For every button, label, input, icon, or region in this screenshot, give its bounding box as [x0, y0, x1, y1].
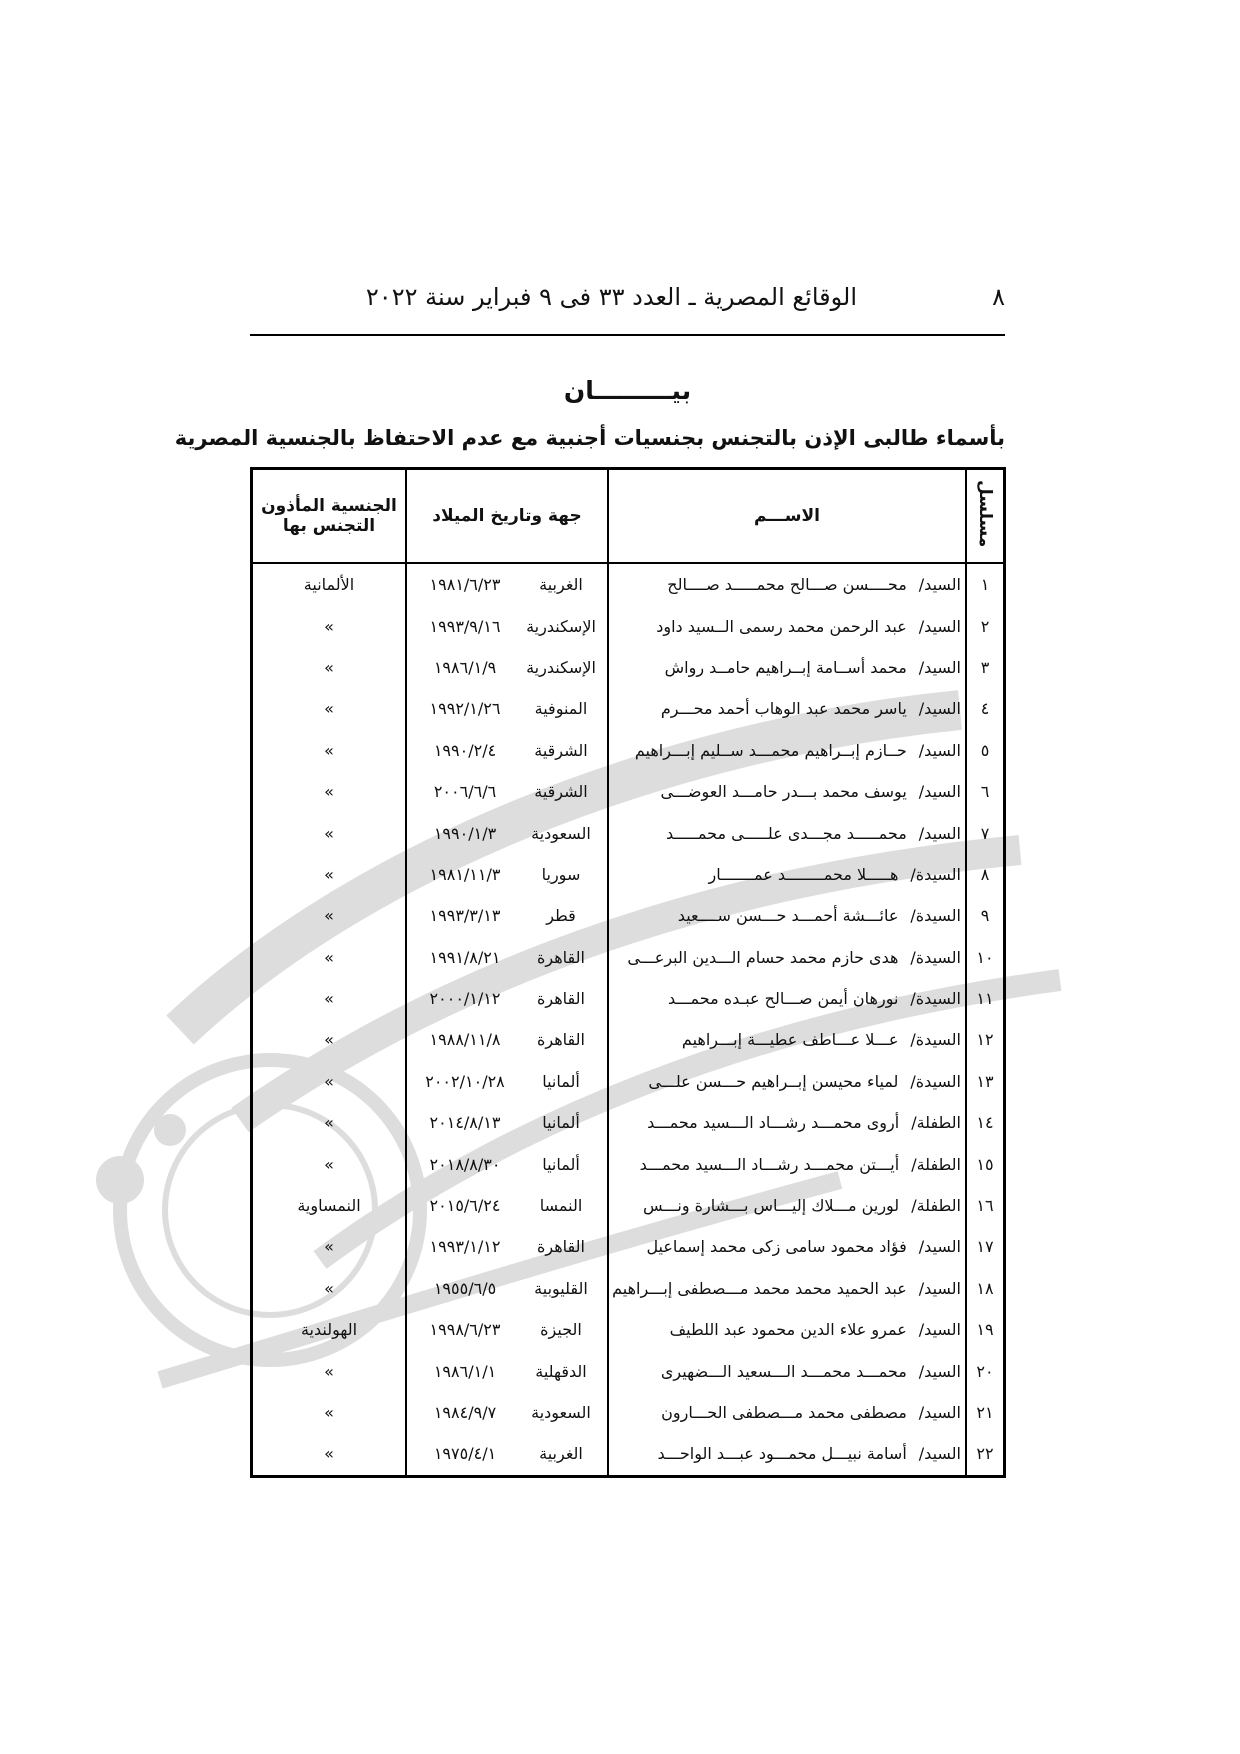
person-name: محــــسن صـــالح محمـــــد صــــالح	[667, 575, 907, 595]
table-row	[252, 1309, 1005, 1350]
cell-serial: ١٥	[976, 1154, 994, 1174]
cell-nationality: »	[252, 895, 407, 936]
person-title: السيد/	[918, 699, 961, 719]
person-title: السيد/	[918, 1320, 961, 1340]
table-header-row	[252, 469, 1005, 564]
cell-birth	[406, 688, 608, 729]
table-row	[252, 1102, 1005, 1143]
birth-date: ١٩٨٤/٩/٧	[433, 1403, 497, 1422]
person-name: هدى حازم محمد حسام الـــدين البرعـــى	[627, 947, 899, 967]
header-nationality-line1: الجنسية المأذون	[261, 496, 397, 516]
cell-nationality: »	[252, 1102, 407, 1143]
page-number: ٨	[992, 283, 1005, 311]
person-title: السيدة/	[910, 1030, 961, 1050]
birth-place: ألمانيا	[542, 1071, 580, 1091]
person-name: عائـــشة أحمـــد حـــسن ســــعيد	[677, 906, 899, 926]
cell-serial: ٢٠	[976, 1361, 994, 1381]
person-title: السيد/	[918, 823, 961, 843]
birth-place: المنوفية	[534, 699, 588, 719]
birth-place: الغربية	[539, 575, 583, 595]
cell-nationality: »	[252, 812, 407, 853]
cell-serial: ١	[980, 575, 990, 595]
birth-date: ١٩٩١/٨/٢١	[429, 947, 501, 967]
birth-date: ١٩٨٦/١/٩	[433, 657, 497, 677]
person-name: لورين مـــلاك إليـــاس بـــشارة ونـــس	[642, 1196, 900, 1216]
cell-birth	[406, 937, 608, 978]
cell-serial: ١٦	[976, 1196, 994, 1216]
table-row	[252, 647, 1005, 688]
birth-date: ١٩٨٦/١/١	[433, 1361, 497, 1381]
cell-nationality: »	[252, 1392, 407, 1433]
cell-birth	[406, 1061, 608, 1102]
table-row	[252, 1185, 1005, 1226]
cell-name	[608, 647, 966, 688]
cell-serial: ٩	[980, 906, 990, 926]
birth-place: القليوبية	[534, 1278, 588, 1298]
cell-serial: ٤	[980, 699, 990, 719]
person-title: السيدة/	[910, 947, 961, 967]
cell-nationality: »	[252, 978, 407, 1019]
birth-date: ١٩٩٢/١/٢٦	[429, 699, 501, 719]
birth-place: سوريا	[541, 864, 581, 884]
cell-name	[608, 895, 966, 936]
cell-birth	[406, 812, 608, 853]
cell-birth	[406, 1019, 608, 1060]
person-name: أروى محمـــد رشـــاد الـــسيد محمـــد	[647, 1113, 900, 1133]
document-title: بيـــــــــان	[563, 376, 692, 405]
cell-nationality: »	[252, 1143, 407, 1184]
cell-birth	[406, 1143, 608, 1184]
cell-birth	[406, 895, 608, 936]
birth-place: الشرقية	[534, 740, 588, 760]
cell-birth	[406, 730, 608, 771]
person-title: السيد/	[918, 740, 961, 760]
person-title: السيد/	[918, 575, 961, 595]
cell-serial: ٢	[980, 616, 990, 636]
cell-name	[608, 1392, 966, 1433]
cell-nationality: »	[252, 1433, 407, 1476]
table-row	[252, 1061, 1005, 1102]
table-row	[252, 937, 1005, 978]
cell-birth	[406, 605, 608, 646]
person-title: السيد/	[918, 1278, 961, 1298]
birth-place: السعودية	[531, 823, 591, 843]
person-name: ياسر محمد عبد الوهاب أحمد محـــرم	[660, 699, 907, 719]
cell-birth	[406, 1433, 608, 1476]
person-title: السيدة/	[910, 864, 961, 884]
birth-place: النمسا	[539, 1196, 583, 1216]
header-name: الاســـم	[608, 469, 966, 564]
person-title: السيد/	[918, 1444, 961, 1464]
person-name: فؤاد محمود سامى زكى محمد إسماعيل	[646, 1237, 907, 1257]
person-title: الطفلة/	[911, 1196, 961, 1216]
person-title: السيد/	[918, 1403, 961, 1422]
birth-place: الإسكندرية	[526, 657, 596, 677]
birth-place: ألمانيا	[542, 1113, 580, 1133]
cell-serial: ١٠	[976, 947, 994, 967]
cell-serial: ٧	[980, 823, 990, 843]
birth-date: ١٩٩٨/٦/٢٣	[429, 1320, 501, 1340]
birth-place: الغربية	[539, 1444, 583, 1464]
birth-date: ٢٠١٤/٨/١٣	[429, 1113, 501, 1133]
cell-nationality: النمساوية	[252, 1185, 407, 1226]
cell-nationality: »	[252, 730, 407, 771]
cell-birth	[406, 1268, 608, 1309]
person-name: محمـــد محمـــد الـــسعيد الـــضهيرى	[660, 1361, 907, 1381]
cell-serial: ١٨	[976, 1278, 994, 1298]
birth-date: ١٩٩٣/٩/١٦	[429, 616, 501, 636]
birth-place: القاهرة	[537, 1237, 585, 1257]
person-name: لمياء محيسن إبــراهيم حـــسن علـــى	[648, 1071, 899, 1091]
cell-serial: ٨	[980, 864, 990, 884]
birth-date: ١٩٩٠/٢/٤	[433, 740, 497, 760]
birth-place: القاهرة	[537, 1030, 585, 1050]
cell-name	[608, 1350, 966, 1391]
person-title: السيدة/	[910, 906, 961, 926]
naturalization-table	[250, 467, 1006, 1478]
person-title: السيد/	[918, 1361, 961, 1381]
cell-name	[608, 1143, 966, 1184]
cell-serial: ١٩	[976, 1320, 994, 1340]
birth-date: ١٩٨١/١١/٣	[429, 864, 501, 884]
cell-name	[608, 1185, 966, 1226]
birth-date: ١٩٥٥/٦/٥	[433, 1278, 497, 1298]
birth-date: ٢٠١٨/٨/٣٠	[429, 1154, 501, 1174]
cell-serial: ١٣	[976, 1071, 994, 1091]
cell-name	[608, 1019, 966, 1060]
cell-name	[608, 771, 966, 812]
table-row	[252, 1019, 1005, 1060]
cell-nationality: »	[252, 1350, 407, 1391]
person-title: السيدة/	[910, 1071, 961, 1091]
cell-nationality: الألمانية	[252, 563, 407, 605]
cell-birth	[406, 1350, 608, 1391]
table-row	[252, 688, 1005, 729]
table-row	[252, 563, 1005, 605]
table-row	[252, 1226, 1005, 1267]
birth-place: الإسكندرية	[526, 616, 596, 636]
cell-serial: ١٤	[976, 1113, 994, 1133]
header-birth: جهة وتاريخ الميلاد	[406, 469, 608, 564]
birth-place: الشرقية	[534, 782, 588, 802]
cell-birth	[406, 771, 608, 812]
birth-place: السعودية	[531, 1403, 591, 1422]
table-row	[252, 978, 1005, 1019]
cell-serial: ٦	[980, 782, 990, 802]
gazette-issue-line: الوقائع المصرية ـ العدد ٣٣ فى ٩ فبراير سنة ٢٠٢٢	[365, 283, 857, 311]
birth-date: ١٩٨١/٦/٢٣	[429, 575, 501, 595]
cell-name	[608, 978, 966, 1019]
header-divider	[250, 334, 1005, 336]
cell-serial: ٢٢	[976, 1444, 994, 1464]
table-row	[252, 1143, 1005, 1184]
table-row	[252, 1433, 1005, 1476]
person-name: نورهان أيمن صـــالح عبـده محمـــد	[668, 989, 899, 1009]
cell-name	[608, 812, 966, 853]
table-row	[252, 730, 1005, 771]
cell-name	[608, 937, 966, 978]
table-row	[252, 895, 1005, 936]
table-row	[252, 1392, 1005, 1433]
birth-date: ١٩٧٥/٤/١	[433, 1444, 497, 1464]
document-subtitle: بأسماء طالبى الإذن بالتجنس بجنسيات أجنبية مع عدم الاحتفاظ بالجنسية المصرية	[174, 426, 1005, 450]
person-title: السيد/	[918, 1237, 961, 1257]
cell-birth	[406, 647, 608, 688]
person-name: محمد أســامة إبــراهيم حامــد رواش	[664, 657, 907, 677]
header-nationality-line2: التجنس بها	[282, 516, 376, 536]
header-serial: مسلسل	[966, 469, 1005, 564]
birth-place: قطر	[546, 906, 576, 926]
person-name: هـــــلا محمــــــــد عمـــــــار	[708, 864, 899, 884]
cell-name	[608, 563, 966, 605]
cell-name	[608, 688, 966, 729]
person-name: عـــلا عـــاطف عطيـــة إبـــراهيم	[681, 1030, 899, 1050]
birth-date: ١٩٩٣/١/١٢	[429, 1237, 501, 1257]
cell-name	[608, 730, 966, 771]
table-row	[252, 1268, 1005, 1309]
cell-nationality: »	[252, 647, 407, 688]
header-nationality	[252, 469, 407, 564]
table-row	[252, 1350, 1005, 1391]
cell-name	[608, 1309, 966, 1350]
birth-place: القاهرة	[537, 989, 585, 1009]
cell-nationality: »	[252, 937, 407, 978]
birth-place: الدقهلية	[535, 1361, 587, 1381]
birth-date: ١٩٩٠/١/٣	[433, 823, 497, 843]
cell-name	[608, 1268, 966, 1309]
person-title: السيد/	[918, 782, 961, 802]
cell-birth	[406, 854, 608, 895]
birth-date: ٢٠٠٠/١/١٢	[429, 989, 501, 1009]
birth-date: ٢٠٠٦/٦/٦	[433, 782, 497, 802]
cell-name	[608, 1433, 966, 1476]
cell-birth	[406, 1185, 608, 1226]
cell-serial: ١٧	[976, 1237, 994, 1257]
birth-date: ٢٠٠٢/١٠/٢٨	[425, 1071, 505, 1091]
person-name: عبد الحميد محمد محمد مـــصطفى إبـــراهيم	[612, 1278, 907, 1298]
table-row	[252, 605, 1005, 646]
person-name: حــازم إبــراهيم محمـــد ســليم إبـــراهيم	[634, 740, 907, 760]
birth-date: ١٩٩٣/٣/١٣	[429, 906, 501, 926]
person-name: أسامة نبيـــل محمـــود عبـــد الواحـــد	[657, 1444, 907, 1464]
cell-serial: ١٢	[976, 1030, 994, 1050]
table-row	[252, 812, 1005, 853]
cell-name	[608, 1102, 966, 1143]
cell-nationality: »	[252, 1061, 407, 1102]
cell-serial: ١١	[976, 989, 994, 1009]
cell-birth	[406, 978, 608, 1019]
person-title: الطفلة/	[911, 1154, 961, 1174]
cell-name	[608, 1226, 966, 1267]
cell-serial: ٣	[980, 657, 990, 677]
person-name: محمـــــد مجـــدى علـــــى محمـــــد	[666, 823, 907, 843]
cell-name	[608, 1061, 966, 1102]
cell-name	[608, 605, 966, 646]
cell-serial: ٥	[980, 740, 990, 760]
birth-place: الجيزة	[540, 1320, 582, 1340]
birth-place: ألمانيا	[542, 1154, 580, 1174]
birth-date: ٢٠١٥/٦/٢٤	[429, 1196, 501, 1216]
person-name: عبد الرحمن محمد رسمى الــسيد داود	[656, 616, 907, 636]
cell-serial: ٢١	[976, 1403, 994, 1422]
birth-place: القاهرة	[537, 947, 585, 967]
cell-birth	[406, 1226, 608, 1267]
cell-nationality: »	[252, 688, 407, 729]
cell-birth	[406, 1309, 608, 1350]
cell-nationality: »	[252, 771, 407, 812]
cell-nationality: »	[252, 605, 407, 646]
cell-nationality: »	[252, 1268, 407, 1309]
person-title: السيد/	[918, 657, 961, 677]
person-name: عمرو علاء الدين محمود عبد اللطيف	[669, 1320, 907, 1340]
cell-nationality: »	[252, 1019, 407, 1060]
person-name: أيـــتن محمـــد رشـــاد الـــسيد محمـــد	[639, 1154, 900, 1174]
person-title: الطفلة/	[911, 1113, 961, 1133]
person-title: السيدة/	[910, 989, 961, 1009]
cell-birth	[406, 1392, 608, 1433]
person-name: يوسف محمد بـــدر حامـــد العوضـــى	[660, 782, 907, 802]
table-row	[252, 854, 1005, 895]
cell-nationality: »	[252, 1226, 407, 1267]
page-header	[250, 283, 1005, 323]
person-name: مصطفى محمد مـــصطفى الحـــارون	[661, 1403, 907, 1422]
person-title: السيد/	[918, 616, 961, 636]
cell-nationality: الهولندية	[252, 1309, 407, 1350]
cell-birth	[406, 563, 608, 605]
table-row	[252, 771, 1005, 812]
birth-date: ١٩٨٨/١١/٨	[429, 1030, 501, 1050]
cell-name	[608, 854, 966, 895]
cell-birth	[406, 1102, 608, 1143]
cell-nationality: »	[252, 854, 407, 895]
